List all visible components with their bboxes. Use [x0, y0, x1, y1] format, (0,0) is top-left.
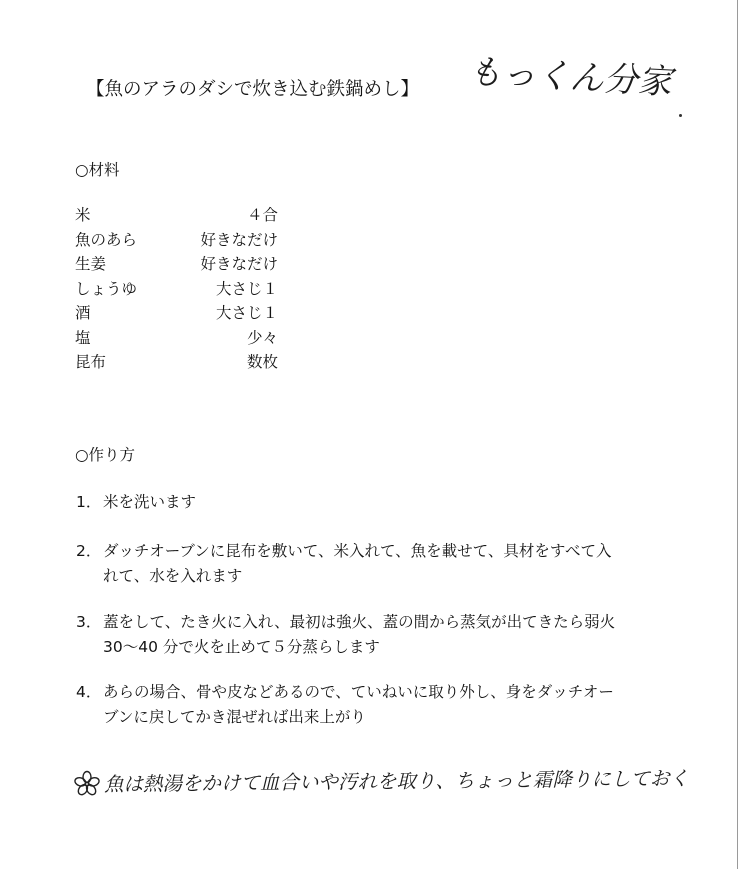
ingredient-row — [75, 301, 278, 326]
step-number: 3． — [76, 613, 102, 631]
steps-heading: ○作り方 — [75, 446, 136, 464]
ingredient-name: 生姜 — [75, 255, 107, 273]
ingredient-row — [75, 252, 278, 277]
ingredient-name: 米 — [75, 206, 91, 224]
step-number: 4． — [76, 683, 102, 701]
ingredient-name: 塩 — [75, 328, 91, 347]
ingredients-list — [75, 203, 278, 375]
ingredient-row — [75, 350, 278, 375]
ingredient-row — [75, 326, 278, 351]
step-text-line: ブンに戻してかき混ぜれば出来上がり — [103, 708, 366, 726]
handwriting-dot — [679, 114, 682, 117]
step-text-line: 30～40 分で火を止めて５分蒸らします — [103, 638, 380, 656]
document-title: 【魚のアラのダシで炊き込む鉄鍋めし】 — [86, 79, 420, 100]
ingredient-name: 昆布 — [75, 353, 107, 371]
step-text-line: れて、水を入れます — [103, 567, 243, 585]
ingredient-row — [75, 203, 278, 228]
flower-icon — [74, 770, 100, 798]
scan-edge-line — [737, 0, 738, 869]
ingredient-row — [75, 277, 278, 302]
ingredient-amount: 大さじ１ — [215, 279, 278, 298]
step-text-line: 蓋をして、たき火に入れ、最初は強火、蓋の間から蒸気が出てきたら弱火 — [103, 613, 616, 631]
ingredient-amount: 数枚 — [246, 353, 278, 371]
ingredient-amount: 大さじ１ — [215, 304, 278, 322]
step-number: 2． — [76, 542, 102, 560]
ingredient-row — [75, 228, 278, 253]
ingredient-amount: 少々 — [246, 328, 278, 347]
ingredient-amount: 好きなだけ — [200, 255, 278, 273]
step-text-line: ダッチオーブンに昆布を敷いて、米入れて、魚を載せて、具材をすべて入 — [103, 542, 612, 560]
handwritten-signature: もっくん分家 — [466, 52, 673, 103]
step-text-line: 米を洗います — [103, 493, 197, 511]
step-number: 1． — [76, 493, 102, 511]
ingredients-heading: ○材料 — [75, 161, 120, 179]
handwritten-note: 魚は熱湯をかけて血合いや汚れを取り、ちょっと霜降りにしておく — [103, 766, 690, 796]
ingredient-amount: ４合 — [246, 206, 278, 224]
ingredient-name: 酒 — [75, 304, 91, 322]
ingredient-amount: 好きなだけ — [200, 230, 278, 249]
ingredient-name: 魚のあら — [75, 230, 138, 249]
step-text-line: あらの場合、骨や皮などあるので、ていねいに取り外し、身をダッチオー — [103, 683, 614, 701]
ingredient-name: しょうゆ — [75, 279, 138, 298]
